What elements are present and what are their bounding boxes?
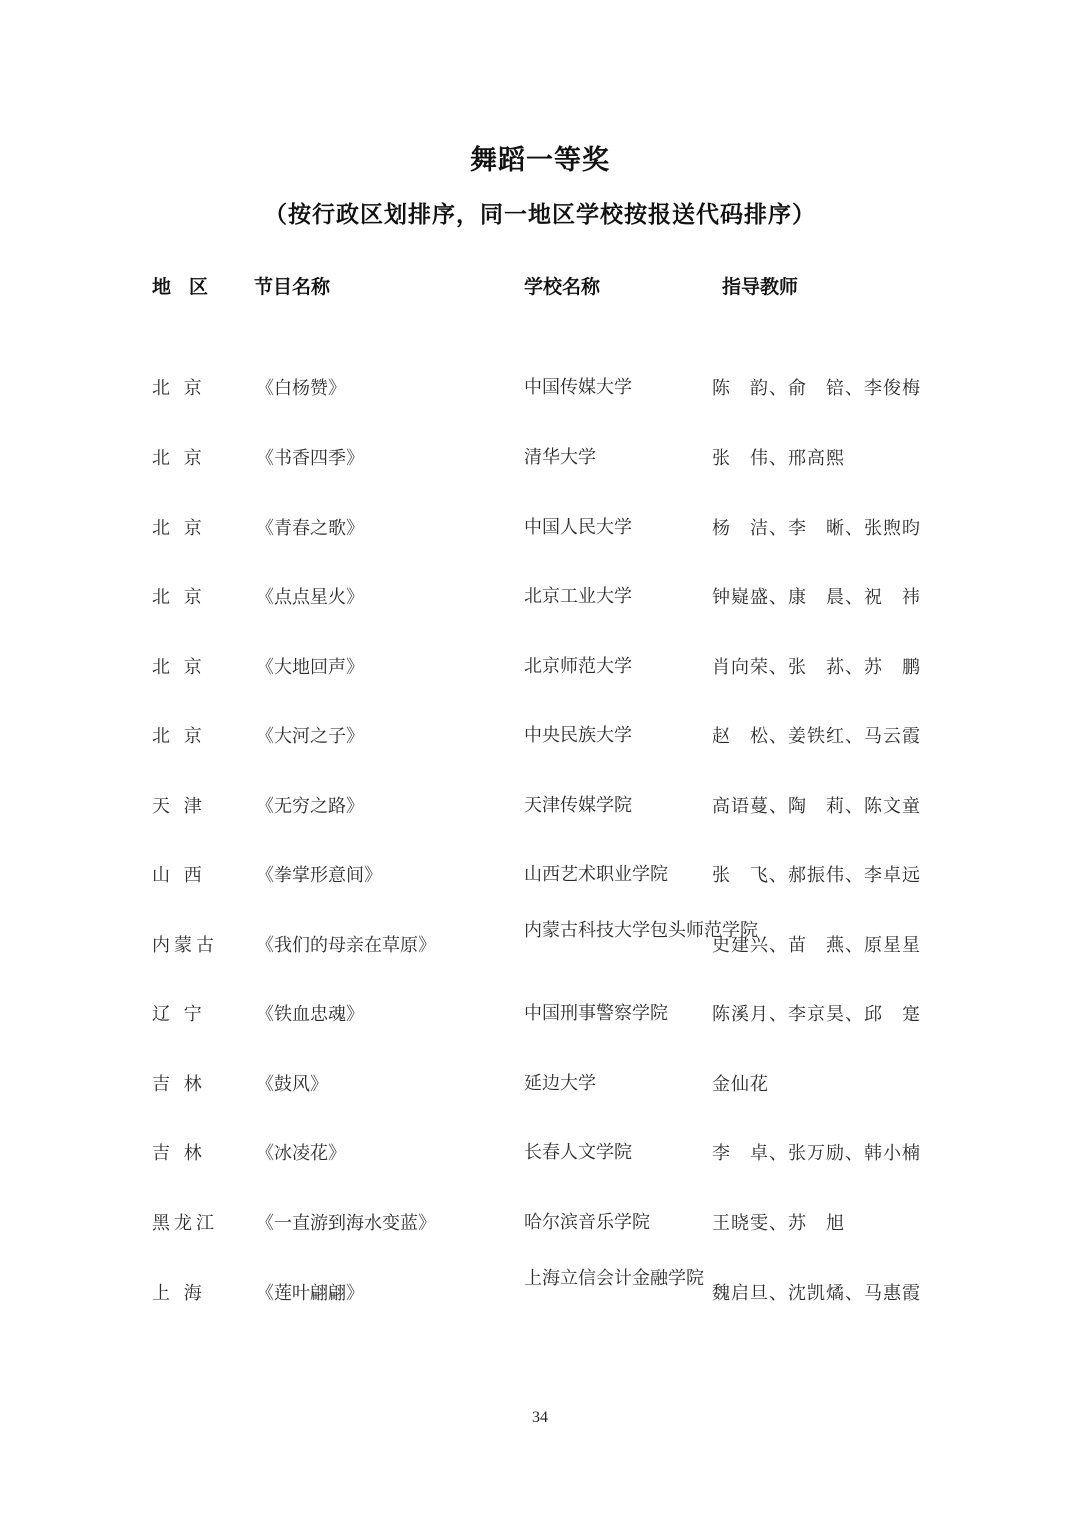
cell-school: 中国刑事警察学院 [524,1003,668,1024]
cell-program: 《青春之歌》 [256,518,364,539]
cell-school: 中央民族大学 [524,725,632,746]
cell-program: 《我们的母亲在草原》 [256,935,436,956]
table-row [0,1261,1080,1321]
cell-teacher: 李 卓、张万励、韩小楠 [712,1143,921,1164]
header-program: 节目名称 [254,276,331,298]
cell-region: 北 京 [152,657,206,678]
cell-program: 《无穷之路》 [256,796,364,817]
cell-teacher: 魏启旦、沈凯燏、马惠霞 [712,1283,921,1304]
cell-school: 内蒙古科技大学包头师范学院 [524,920,758,941]
cell-teacher: 肖向荣、张 荪、苏 鹏 [712,657,921,678]
cell-region: 北 京 [152,726,206,747]
table-row [0,982,1080,1042]
cell-program: 《书香四季》 [256,448,364,469]
table-row [0,843,1080,903]
cell-school: 长春人文学院 [524,1142,632,1163]
table-row [0,913,1080,973]
table-row [0,774,1080,834]
cell-region: 内蒙古 [152,935,218,956]
cell-school: 北京工业大学 [524,586,632,607]
cell-region: 吉 林 [152,1074,206,1095]
table-row [0,704,1080,764]
cell-program: 《大河之子》 [256,726,364,747]
cell-region: 上 海 [152,1283,206,1304]
cell-region: 黑龙江 [152,1213,218,1234]
cell-teacher: 赵 松、姜铁红、马云霞 [712,726,921,747]
cell-school: 清华大学 [524,447,596,468]
cell-program: 《拳掌形意间》 [256,865,382,886]
header-teacher: 指导教师 [722,276,799,298]
cell-program: 《一直游到海水变蓝》 [256,1213,436,1234]
cell-teacher: 钟嶷盛、康 晨、祝 祎 [712,587,921,608]
cell-region: 天 津 [152,796,206,817]
cell-teacher: 张 伟、邢高熙 [712,448,845,469]
page-subtitle: （按行政区划排序，同一地区学校按报送代码排序） [264,202,816,228]
table-row [0,426,1080,486]
cell-teacher: 杨 洁、李 晰、张煦昀 [712,518,921,539]
cell-school: 延边大学 [524,1073,596,1094]
cell-school: 中国人民大学 [524,517,632,538]
table-row [0,356,1080,416]
cell-school: 中国传媒大学 [524,377,632,398]
page-number: 34 [532,1409,548,1426]
header-school: 学校名称 [524,276,601,298]
cell-teacher: 陈 韵、俞 锫、李俊梅 [712,378,921,399]
cell-region: 北 京 [152,518,206,539]
cell-teacher: 陈溪月、李京昊、邱 寔 [712,1004,921,1025]
table-row [0,635,1080,695]
cell-program: 《铁血忠魂》 [256,1004,364,1025]
cell-region: 北 京 [152,587,206,608]
cell-program: 《鼓风》 [256,1074,328,1095]
cell-region: 山 西 [152,865,206,886]
cell-program: 《点点星火》 [256,587,364,608]
cell-program: 《冰凌花》 [256,1143,346,1164]
cell-school: 哈尔滨音乐学院 [524,1212,650,1233]
cell-school: 天津传媒学院 [524,795,632,816]
cell-teacher: 王晓雯、苏 旭 [712,1213,845,1234]
cell-school: 上海立信会计金融学院 [524,1268,704,1289]
cell-school: 北京师范大学 [524,656,632,677]
cell-program: 《白杨赞》 [256,378,346,399]
cell-school: 山西艺术职业学院 [524,864,668,885]
cell-region: 辽 宁 [152,1004,206,1025]
cell-program: 《莲叶翩翩》 [256,1283,364,1304]
page-title: 舞蹈一等奖 [470,145,610,176]
table-row [0,496,1080,556]
cell-teacher: 张 飞、郝振伟、李卓远 [712,865,921,886]
cell-region: 吉 林 [152,1143,206,1164]
cell-region: 北 京 [152,378,206,399]
table-header [0,272,1080,302]
cell-region: 北 京 [152,448,206,469]
cell-teacher: 金仙花 [712,1074,769,1095]
table-row [0,1052,1080,1112]
header-region: 地区 [152,276,227,298]
cell-teacher: 史建兴、苗 燕、原星星 [712,935,921,956]
cell-teacher: 高语蔓、陶 莉、陈文童 [712,796,921,817]
table-row [0,565,1080,625]
table-row [0,1121,1080,1181]
cell-program: 《大地回声》 [256,657,364,678]
table-row [0,1191,1080,1251]
